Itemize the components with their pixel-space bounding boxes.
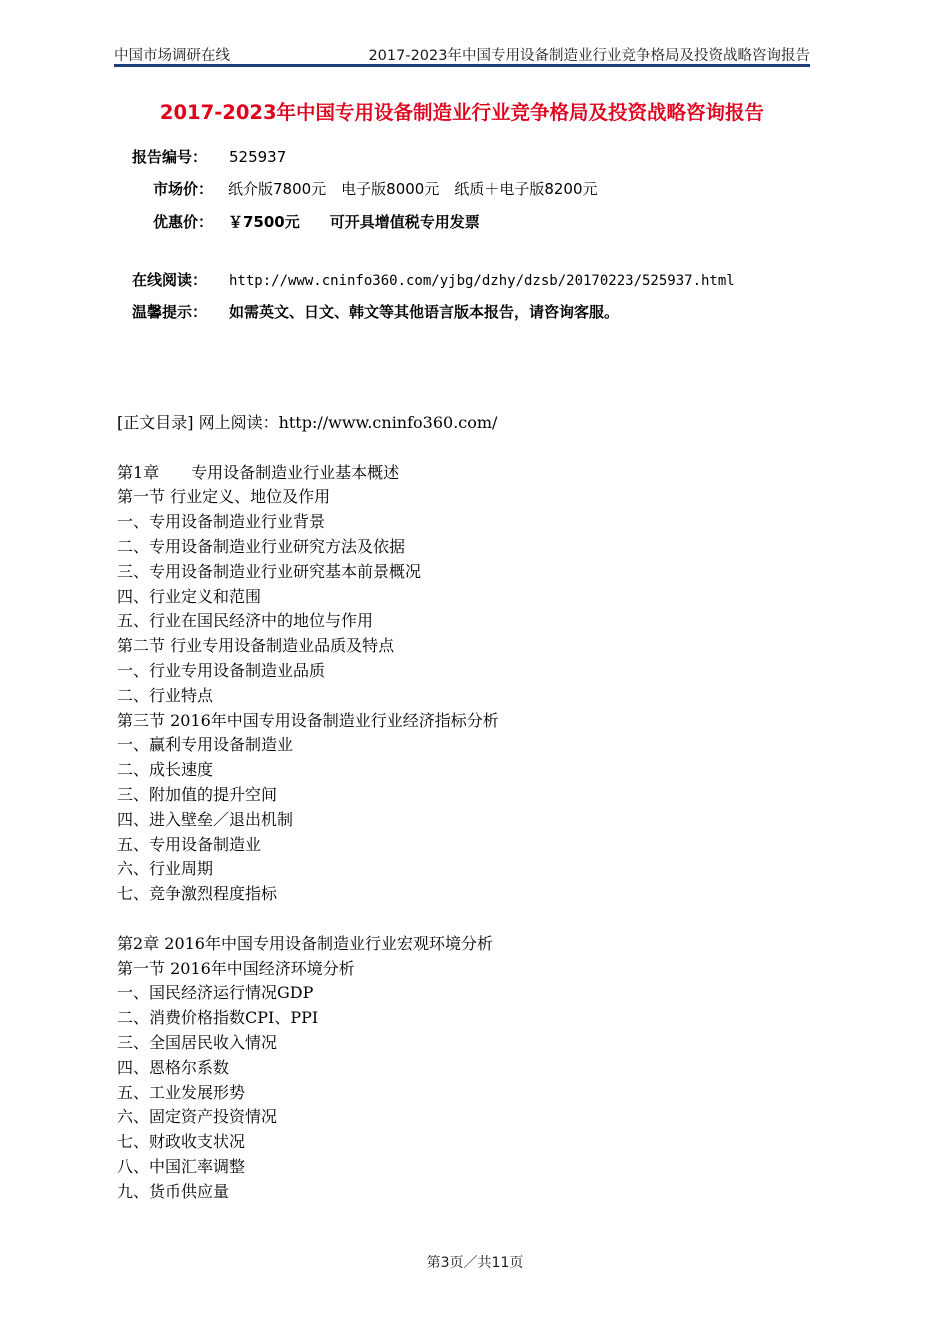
header-rule (114, 64, 810, 67)
header-site-name: 中国市场调研在线 (114, 48, 230, 64)
discount-price-row (132, 211, 480, 232)
report-title: 2017-2023年中国专用设备制造业行业竞争格局及投资战略咨询报告 (159, 101, 765, 124)
report-number-value: 525937 (229, 148, 287, 166)
toc-item: 七、财政收支状况 (117, 1132, 246, 1152)
toc-item: 一、行业专用设备制造业品质 (117, 660, 326, 680)
tip-text: 如需英文、日文、韩文等其他语言版本报告，请咨询客服。 (229, 303, 620, 321)
discount-price-value: ￥7500元 可开具增值税专用发票 (228, 213, 480, 231)
tip-label: 温馨提示： (132, 303, 208, 321)
toc-item: 九、货币供应量 (117, 1181, 230, 1201)
toc-item: 三、全国居民收入情况 (117, 1032, 278, 1052)
toc-header[interactable]: [正文目录] 网上阅读：http://www.cninfo360.com/ (117, 413, 498, 432)
toc-list (117, 461, 499, 1205)
online-read-link[interactable]: http://www.cninfo360.com/yjbg/dzhy/dzsb/20170223/525937.html (229, 273, 735, 289)
market-price-label: 市场价： (152, 180, 213, 198)
online-read-row (132, 269, 735, 290)
toc-item: 二、消费价格指数CPI、PPI (117, 1008, 319, 1028)
toc-item: 四、进入壁垒／退出机制 (117, 809, 294, 829)
page-header (114, 44, 810, 66)
toc-item: 第一节 行业定义、地位及作用 (117, 487, 331, 507)
tip-row (132, 301, 619, 322)
toc-item: 四、行业定义和范围 (117, 586, 262, 606)
online-read-label: 在线阅读： (132, 271, 208, 289)
toc-item: 七、竞争激烈程度指标 (117, 884, 278, 904)
report-number-label: 报告编号： (132, 148, 208, 166)
toc-item: 八、中国汇率调整 (117, 1156, 246, 1176)
toc-item: 第2章 2016年中国专用设备制造业行业宏观环境分析 (117, 933, 493, 953)
toc-item: 五、行业在国民经济中的地位与作用 (117, 611, 374, 631)
toc-item: 第1章 专用设备制造业行业基本概述 (117, 462, 400, 482)
toc-spacer (117, 436, 499, 461)
toc-item: 二、成长速度 (117, 760, 214, 780)
toc-item: 六、固定资产投资情况 (117, 1107, 278, 1127)
market-price-value: 纸介版7800元 电子版8000元 纸质＋电子版8200元 (228, 180, 598, 198)
market-price-row (132, 178, 598, 199)
toc-item: 二、行业特点 (117, 685, 214, 705)
toc-item: 二、专用设备制造业行业研究方法及依据 (117, 536, 406, 556)
toc-item: 第二节 行业专用设备制造业品质及特点 (117, 636, 395, 656)
toc-item: 一、赢利专用设备制造业 (117, 735, 294, 755)
toc-item: 第三节 2016年中国专用设备制造业行业经济指标分析 (117, 710, 499, 730)
toc-item: 五、工业发展形势 (117, 1082, 246, 1102)
discount-price-label: 优惠价： (152, 213, 213, 231)
toc-item: 四、恩格尔系数 (117, 1057, 230, 1077)
toc-item: 一、专用设备制造业行业背景 (117, 512, 326, 532)
report-number-row (132, 146, 286, 167)
toc-item: 六、行业周期 (117, 859, 214, 879)
toc-item: 五、专用设备制造业 (117, 834, 262, 854)
toc-item: 三、附加值的提升空间 (117, 784, 278, 804)
table-of-contents (117, 411, 499, 1205)
toc-spacer (117, 907, 499, 932)
toc-item: 三、专用设备制造业行业研究基本前景概况 (117, 561, 422, 581)
toc-item: 第一节 2016年中国经济环境分析 (117, 958, 355, 978)
toc-item: 一、国民经济运行情况GDP (117, 983, 314, 1003)
page-number: 第3页／共11页 (426, 1255, 524, 1271)
header-report-title: 2017-2023年中国专用设备制造业行业竞争格局及投资战略咨询报告 (368, 48, 810, 64)
